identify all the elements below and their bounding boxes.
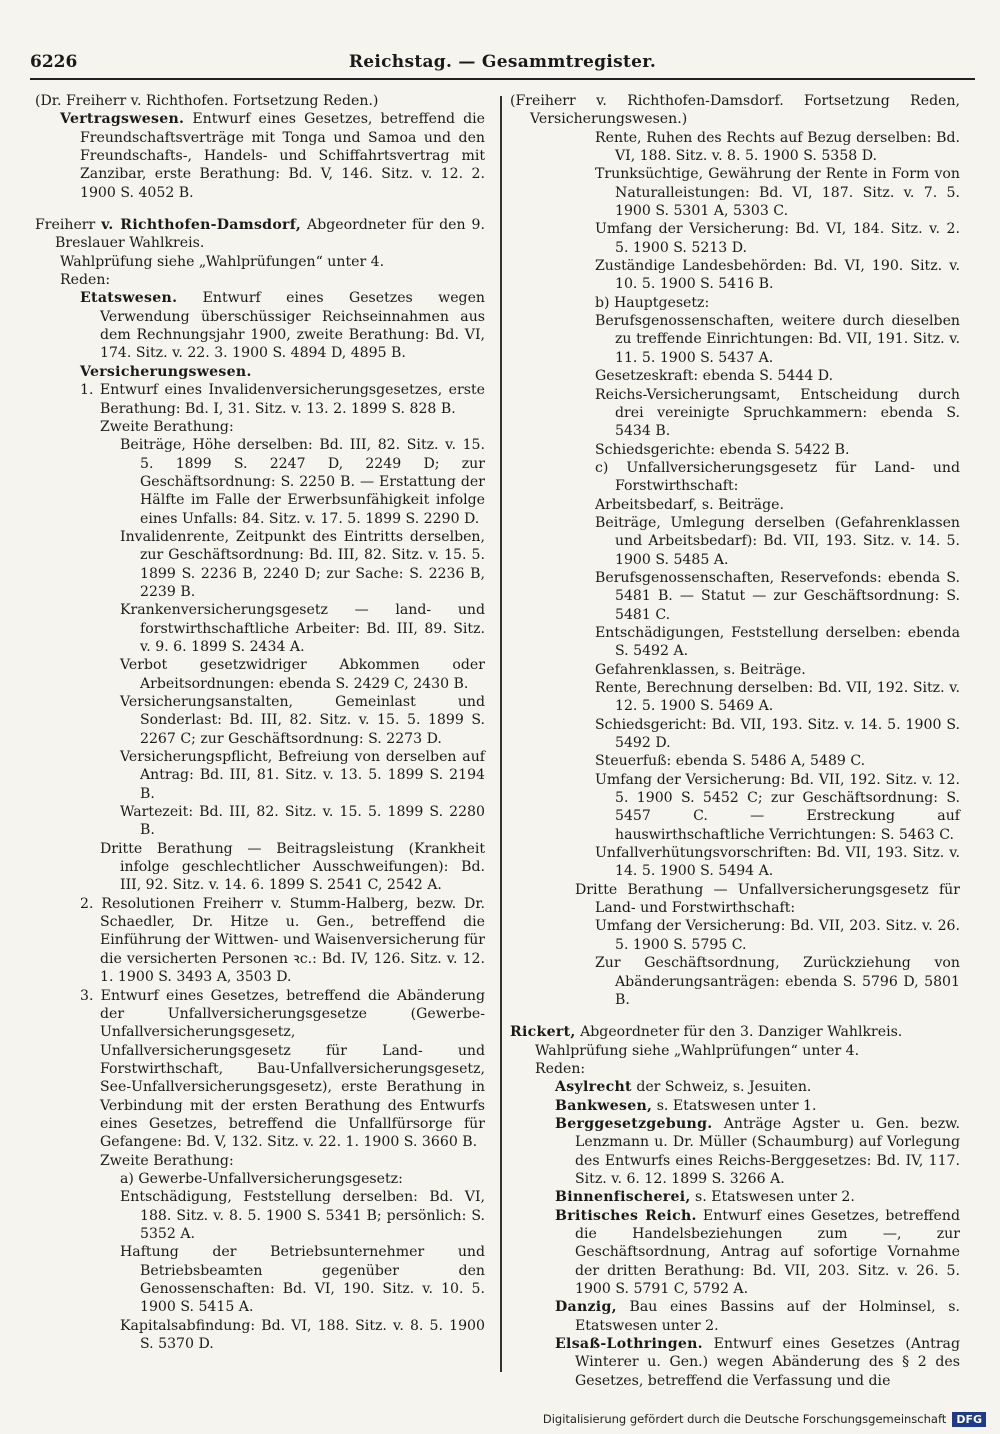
footer <box>543 1410 986 1428</box>
index-entry <box>35 216 485 253</box>
index-entry <box>35 381 485 418</box>
entry-text: 3. Entwurf eines Gesetzes, betreffend die Abänderung der Unfallversicherungsgesetze (Gewerbe-Unfallversicherungsgesetz, Unfallversicherungsgesetz für Land- und Forstwirthschaft, Bau-Unfallversicherungsgesetz, See-Unfallversicherungsgesetz), erste Berathung in Verbindung mit der ersten Berathung des Entwurfs eines Gesetzes, betreffend die Unfallfürsorge für Gefangene: Bd. V, 132. Sitz. v. 22. 1. 1900 S. 3660 B. <box>80 987 485 1151</box>
index-entry <box>510 679 960 716</box>
index-entry <box>510 441 960 459</box>
entry-text: Freiherr <box>35 217 102 234</box>
column-divider <box>500 96 502 1372</box>
index-entry <box>510 129 960 166</box>
entry-text: Zuständige Landesbehörden: Bd. VI, 190. Sitz. v. 10. 5. 1900 S. 5416 B. <box>595 258 960 293</box>
entry-text: Schiedsgerichte: ebenda S. 5422 B. <box>595 441 850 458</box>
entry-text: Umfang der Versicherung: Bd. VII, 203. Sitz. v. 26. 5. 1900 S. 5795 C. <box>595 918 960 953</box>
entry-text: Reden: <box>60 272 111 289</box>
entry-text: Berufsgenossenschaften, Reservefonds: ebenda S. 5481 B. — Statut — zur Geschäftsordnung: S. 5481 C. <box>595 569 960 623</box>
entry-text: Rente, Ruhen des Rechts auf Bezug derselben: Bd. VI, 188. Sitz. v. 8. 5. 1900 S. 5358 D. <box>595 129 960 165</box>
index-entry <box>35 92 485 110</box>
index-entry <box>510 386 960 441</box>
index-entry <box>35 693 485 748</box>
index-entry <box>35 601 485 656</box>
entry-text: 1. Entwurf eines Invalidenversicherungsgesetzes, erste Berathung: Bd. I, 31. Sitz. v. 13. 2. 1899 S. 828 B. <box>80 382 485 417</box>
index-entry <box>35 1170 485 1188</box>
index-entry <box>35 363 485 381</box>
entry-keyword: Bankwesen, <box>555 1097 653 1114</box>
index-entry <box>510 1115 960 1188</box>
entry-text: Versicherungsanstalten, Gemeinlast und Sonderlast: Bd. III, 82. Sitz. v. 15. 5. 1899 S. 2267 C; zur Geschäftsordnung: S. 2273 D. <box>120 694 485 747</box>
index-entry <box>510 165 960 220</box>
index-entry <box>510 752 960 770</box>
entry-text: Abgeordneter für den 3. Danziger Wahlkreis. <box>575 1024 903 1041</box>
entry-keyword: Etatswesen. <box>80 290 178 307</box>
page-header <box>30 48 975 80</box>
entry-text: Wahlprüfung siehe „Wahlprüfungen“ unter 4. <box>535 1042 860 1059</box>
index-entry <box>35 436 485 528</box>
index-entry <box>510 1188 960 1206</box>
entry-text: Berufsgenossenschaften, weitere durch dieselben zu treffende Einrichtungen: Bd. VII, 191. Sitz. v. 11. 5. 1900 S. 5437 A. <box>595 313 960 366</box>
entry-text: Bau eines Bassins auf der Holminsel, s. Etatswesen unter 2. <box>575 1299 960 1334</box>
entry-text: Invalidenrente, Zeitpunkt des Eintritts derselben, zur Geschäftsordnung: Bd. III, 82. Sitz. v. 15. 5. 1899 S. 2236 B, 2240 D; zur Sache: S. 2236 B, 2239 B. <box>120 528 485 600</box>
entry-text: Entwurf eines Gesetzes, betreffend die Handelsbeziehungen zum —, zur Geschäftsordnung, Antrag auf sofortige Vornahme der dritten Berathung: Bd. VII, 203. Sitz. v. 26. 5. 1900 S. 5791 C, 5792 A. <box>575 1207 960 1297</box>
index-entry <box>510 1042 960 1060</box>
index-entry <box>510 496 960 514</box>
index-entry <box>35 803 485 840</box>
index-entry <box>510 312 960 367</box>
entry-text: Beiträge, Höhe derselben: Bd. III, 82. Sitz. v. 15. 5. 1899 S. 2247 D, 2249 D; zur Geschäftsordnung: S. 2250 B. — Erstattung der Hälfte im Falle der Erwerbsunfähigkeit infolge eines Unfalls: 84. Sitz. v. 17. 5. 1899 S. 2290 D. <box>120 437 485 527</box>
entry-text: (Dr. Freiherr v. Richthofen. Fortsetzung Reden.) <box>35 93 379 109</box>
index-entry <box>510 1298 960 1335</box>
index-entry <box>35 748 485 803</box>
entry-keyword: Asylrecht <box>555 1079 632 1096</box>
index-entry <box>35 987 485 1152</box>
index-entry <box>510 220 960 257</box>
index-entry <box>35 528 485 601</box>
index-entry <box>510 771 960 844</box>
index-entry <box>35 1243 485 1316</box>
entry-text: Entschädigung, Feststellung derselben: Bd. VI, 188. Sitz. v. 8. 5. 1900 S. 5341 B; persönlich: S. 5352 A. <box>120 1189 485 1242</box>
entry-text: Anträge Agster u. Gen. bezw. Lenzmann u. Dr. Müller (Schaumburg) auf Vorlegung des Entwurfs eines Reichs-Berggesetzes: Bd. IV, 117. Sitz. v. 6. 12. 1899 S. 3266 A. <box>575 1115 960 1187</box>
entry-text: Dritte Berathung — Unfallversicherungsgesetz für Land- und Forstwirthschaft: <box>575 881 960 917</box>
index-entry <box>510 1207 960 1299</box>
entry-gap <box>510 1009 960 1023</box>
entry-gap <box>35 202 485 216</box>
index-entry <box>510 1023 960 1041</box>
entry-keyword: Versicherungswesen. <box>80 363 252 380</box>
footer-credit: Digitalisierung gefördert durch die Deutsche Forschungsgemeinschaft <box>542 1412 947 1426</box>
index-entry <box>510 294 960 312</box>
entry-text: Trunksüchtige, Gewährung der Rente in Form von Naturalleistungen: Bd. VI, 187. Sitz. v. 7. 5. 1900 S. 5301 A, 5303 C. <box>595 166 960 220</box>
left-column <box>35 92 485 1353</box>
entry-text: Entschädigungen, Feststellung derselben: ebenda S. 5492 A. <box>595 624 960 660</box>
index-entry <box>35 840 485 895</box>
index-entry <box>35 1152 485 1170</box>
index-entry <box>510 257 960 294</box>
index-entry <box>510 881 960 918</box>
right-column <box>510 92 960 1390</box>
entry-keyword: v. Richthofen-Damsdorf, <box>101 217 302 234</box>
index-entry <box>510 367 960 385</box>
entry-text: Haftung der Betriebsunternehmer und Betriebsbeamten gegenüber den Genossenschaften: Bd. VI, 190. Sitz. v. 10. 5. 1900 S. 5415 A. <box>120 1244 485 1316</box>
entry-text: Zweite Berathung: <box>100 1152 234 1169</box>
entry-text: s. Etatswesen unter 1. <box>652 1097 817 1114</box>
entry-text: Reden: <box>535 1060 586 1077</box>
entry-text: Umfang der Versicherung: Bd. VII, 192. Sitz. v. 12. 5. 1900 S. 5452 C; zur Geschäftsordnung: S. 5457 C. — Erstreckung auf hauswirthschaftliche Verrichtungen: S. 5463 C. <box>595 771 960 843</box>
dfg-logo-icon: DFG <box>952 1412 986 1427</box>
entry-keyword: Danzig, <box>555 1299 617 1316</box>
entry-text: Entwurf eines Gesetzes, betreffend die Freundschaftsverträge mit Tonga und Samoa und den Freundschafts-, Handels- und Schiffahrtsvertrag mit Zanzibar, erste Berathung: Bd. V, 146. Sitz. v. 12. 2. 1900 S. 4052 B. <box>80 111 485 201</box>
entry-keyword: Britisches Reich. <box>555 1207 697 1224</box>
index-entry <box>510 844 960 881</box>
index-entry <box>35 253 485 271</box>
entry-keyword: Rickert, <box>510 1024 576 1041</box>
running-title: Reichstag. — Gesammtregister. <box>348 52 657 72</box>
entry-text: Beiträge, Umlegung derselben (Gefahrenklassen und Arbeitsbedarf): Bd. VII, 193. Sitz. v. 14. 5. 1900 S. 5485 A. <box>595 514 960 568</box>
index-entry <box>510 917 960 954</box>
entry-text: Zur Geschäftsordnung, Zurückziehung von Abänderungsanträgen: ebenda S. 5796 D, 5801 B. <box>595 955 960 1008</box>
index-entry <box>510 569 960 624</box>
index-entry <box>35 289 485 362</box>
index-entry <box>35 1188 485 1243</box>
entry-text: Steuerfuß: ebenda S. 5486 A, 5489 C. <box>595 753 866 770</box>
index-entry <box>510 92 960 129</box>
index-entry <box>510 459 960 496</box>
entry-text: Verbot gesetzwidriger Abkommen oder Arbeitsordnungen: ebenda S. 2429 C, 2430 B. <box>120 657 485 692</box>
entry-text: Krankenversicherungsgesetz — land- und forstwirthschaftliche Arbeiter: Bd. III, 89. Sitz. v. 9. 6. 1899 S. 2434 A. <box>120 602 485 655</box>
index-entry <box>510 1078 960 1096</box>
index-entry <box>510 1097 960 1115</box>
entry-text: Wahlprüfung siehe „Wahlprüfungen“ unter 4. <box>60 253 385 270</box>
entry-text: Rente, Berechnung derselben: Bd. VII, 192. Sitz. v. 12. 5. 1900 S. 5469 A. <box>595 680 960 715</box>
index-entry <box>510 716 960 753</box>
entry-text: Abgeordneter für den 9. Breslauer Wahlkreis. <box>55 217 485 252</box>
index-entry <box>35 110 485 202</box>
entry-text: Gesetzeskraft: ebenda S. 5444 D. <box>595 368 834 385</box>
entry-keyword: Vertragswesen. <box>60 111 185 128</box>
entry-text: Unfallverhütungsvorschriften: Bd. VII, 193. Sitz. v. 14. 5. 1900 S. 5494 A. <box>595 845 960 880</box>
page-number: 6226 <box>30 52 78 72</box>
entry-text: Dritte Berathung — Beitragsleistung (Krankheit infolge geschlechtlicher Ausschweifungen): Bd. III, 92. Sitz. v. 14. 6. 1899 S. 2541 C, 2542 A. <box>100 840 485 894</box>
entry-text: Reichs-Versicherungsamt, Entscheidung durch drei vereinigte Spruchkammern: ebenda S. 5434 B. <box>595 386 960 440</box>
index-entry <box>510 1335 960 1390</box>
entry-text: Entwurf eines Gesetzes wegen Verwendung überschüssiger Reichseinnahmen aus dem Rechnungsjahr 1900, zweite Berathung: Bd. VI, 174. Sitz. v. 22. 3. 1900 S. 4894 D, 4895 B. <box>100 290 485 362</box>
entry-text: Kapitalsabfindung: Bd. VI, 188. Sitz. v. 8. 5. 1900 S. 5370 D. <box>120 1317 485 1353</box>
entry-text: s. Etatswesen unter 2. <box>690 1189 855 1206</box>
entry-text: Schiedsgericht: Bd. VII, 193. Sitz. v. 14. 5. 1900 S. 5492 D. <box>595 716 960 752</box>
entry-text: Umfang der Versicherung: Bd. VI, 184. Sitz. v. 2. 5. 1900 S. 5213 D. <box>595 221 960 256</box>
index-entry <box>35 271 485 289</box>
index-entry <box>35 418 485 436</box>
entry-keyword: Binnenfischerei, <box>555 1189 691 1206</box>
index-entry <box>35 895 485 987</box>
index-entry <box>510 954 960 1009</box>
entry-text: a) Gewerbe-Unfallversicherungsgesetz: <box>120 1170 403 1187</box>
entry-text: c) Unfallversicherungsgesetz für Land- und Forstwirthschaft: <box>595 459 960 495</box>
index-entry <box>35 1317 485 1354</box>
entry-text: Versicherungspflicht, Befreiung von derselben auf Antrag: Bd. III, 81. Sitz. v. 13. 5. 1899 S. 2194 B. <box>120 749 485 802</box>
index-entry <box>510 661 960 679</box>
entry-text: 2. Resolutionen Freiherr v. Stumm-Halberg, bezw. Dr. Schaedler, Dr. Hitze u. Gen., betreffend die Einführung der Wittwen- und Waisenversicherung für die versicherten Personen ꝛc.: Bd. IV, 126. Sitz. v. 12. 1. 1900 S. 3493 A, 3503 D. <box>80 895 486 986</box>
entry-text: (Freiherr v. Richthofen-Damsdorf. Fortsetzung Reden, Versicherungswesen.) <box>510 93 960 128</box>
entry-text: Gefahrenklassen, s. Beiträge. <box>595 661 806 678</box>
entry-text: Arbeitsbedarf, s. Beiträge. <box>595 496 784 513</box>
index-entry <box>510 514 960 569</box>
entry-text: Zweite Berathung: <box>100 418 234 435</box>
entry-text: Wartezeit: Bd. III, 82. Sitz. v. 15. 5. 1899 S. 2280 B. <box>120 804 485 839</box>
entry-text: Entwurf eines Gesetzes (Antrag Winterer u. Gen.) wegen Abänderung des § 2 des Gesetzes, betreffend die Verfassung und die <box>575 1336 960 1389</box>
entry-keyword: Elsaß-Lothringen. <box>555 1336 703 1353</box>
entry-text: b) Hauptgesetz: <box>595 294 710 311</box>
entry-keyword: Berggesetzgebung. <box>555 1115 713 1132</box>
index-entry <box>510 1060 960 1078</box>
index-entry <box>510 624 960 661</box>
index-entry <box>35 656 485 693</box>
entry-text: der Schweiz, s. Jesuiten. <box>631 1079 812 1096</box>
